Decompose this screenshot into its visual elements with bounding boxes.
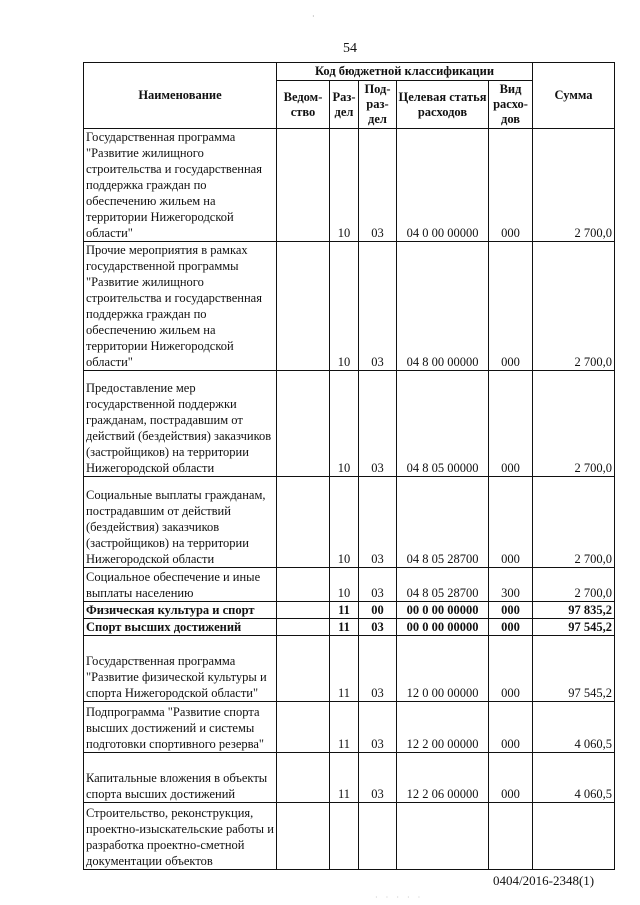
row-sum: 97 545,2 (533, 619, 615, 636)
table-row (84, 803, 615, 870)
row-subsection: 00 (359, 602, 397, 619)
row-subsection: 03 (359, 568, 397, 602)
row-expense-type: 000 (489, 371, 533, 477)
header-name: Наименование (84, 63, 277, 129)
row-department (277, 371, 330, 477)
row-name: Социальные выплаты гражданам, пострадавшим от действий (бездействия) заказчиков (застройщиков) на территории Нижегородской области (84, 477, 277, 568)
header-expense-type: Вид расхо-дов (489, 81, 533, 129)
row-expense-type: 000 (489, 602, 533, 619)
row-subsection: 03 (359, 753, 397, 803)
row-subsection: 03 (359, 619, 397, 636)
row-section: 10 (330, 129, 359, 242)
row-name: Спорт высших достижений (84, 619, 277, 636)
row-sum: 4 060,5 (533, 753, 615, 803)
table-row (84, 568, 615, 602)
row-name: Строительство, реконструкция, проектно-изыскательские работы и разработка проектно-сметной документации объектов (84, 803, 277, 870)
row-section: 11 (330, 702, 359, 753)
row-subsection: 03 (359, 242, 397, 371)
table-row (84, 636, 615, 702)
row-subsection: 03 (359, 477, 397, 568)
row-sum (533, 803, 615, 870)
row-name: Прочие мероприятия в рамках государственной программы "Развитие жилищного строительства и государственная поддержка граждан по обеспечению жильем на территории Нижегородской области" (84, 242, 277, 371)
row-section (330, 803, 359, 870)
row-name: Физическая культура и спорт (84, 602, 277, 619)
header-sum: Сумма (533, 63, 615, 129)
row-expense-type: 000 (489, 129, 533, 242)
header-subsection: Под-раз-дел (359, 81, 397, 129)
row-department (277, 753, 330, 803)
row-expense-type: 000 (489, 702, 533, 753)
row-expense-type: 000 (489, 242, 533, 371)
row-sum: 2 700,0 (533, 129, 615, 242)
row-target-item: 04 0 00 00000 (397, 129, 489, 242)
row-section: 11 (330, 636, 359, 702)
row-sum: 2 700,0 (533, 371, 615, 477)
row-subsection: 03 (359, 129, 397, 242)
header-target-item: Целевая статья расходов (397, 81, 489, 129)
row-section: 10 (330, 477, 359, 568)
row-sum: 2 700,0 (533, 477, 615, 568)
row-department (277, 619, 330, 636)
header-section: Раз-дел (330, 81, 359, 129)
header-classification-code: Код бюджетной классификации (277, 63, 533, 81)
row-target-item: 04 8 05 28700 (397, 477, 489, 568)
row-target-item (397, 803, 489, 870)
row-name: Подпрограмма "Развитие спорта высших достижений и системы подготовки спортивного резерва" (84, 702, 277, 753)
row-section: 11 (330, 619, 359, 636)
row-department (277, 477, 330, 568)
table-row (84, 702, 615, 753)
table-row (84, 602, 615, 619)
row-target-item: 04 8 05 28700 (397, 568, 489, 602)
row-sum: 97 835,2 (533, 602, 615, 619)
row-expense-type: 000 (489, 477, 533, 568)
row-expense-type: 000 (489, 636, 533, 702)
row-section: 10 (330, 371, 359, 477)
row-target-item: 04 8 00 00000 (397, 242, 489, 371)
row-section: 10 (330, 568, 359, 602)
page-number: 54 (343, 41, 357, 56)
table-row (84, 619, 615, 636)
row-department (277, 129, 330, 242)
row-name: Предоставление мер государственной поддержки гражданам, пострадавшим от действий (бездействия) заказчиков (застройщиков) на территории Нижегородской области (84, 371, 277, 477)
row-department (277, 803, 330, 870)
table-row (84, 477, 615, 568)
row-sum: 2 700,0 (533, 242, 615, 371)
row-name: Государственная программа "Развитие физической культуры и спорта Нижегородской области" (84, 636, 277, 702)
row-target-item: 12 0 00 00000 (397, 636, 489, 702)
row-department (277, 602, 330, 619)
row-sum: 97 545,2 (533, 636, 615, 702)
table-row (84, 129, 615, 242)
row-department (277, 568, 330, 602)
row-target-item: 00 0 00 00000 (397, 602, 489, 619)
row-name: Государственная программа "Развитие жилищного строительства и государственная поддержка граждан по обеспечению жильем на территории Нижегородской области" (84, 129, 277, 242)
row-subsection: 03 (359, 702, 397, 753)
row-section: 10 (330, 242, 359, 371)
row-department (277, 702, 330, 753)
scan-artifact: · · · · · (375, 893, 424, 902)
row-expense-type (489, 803, 533, 870)
row-section: 11 (330, 602, 359, 619)
row-department (277, 242, 330, 371)
row-department (277, 636, 330, 702)
row-sum: 2 700,0 (533, 568, 615, 602)
row-subsection (359, 803, 397, 870)
row-expense-type: 300 (489, 568, 533, 602)
document-code: 0404/2016-2348(1) (493, 873, 595, 888)
row-target-item: 00 0 00 00000 (397, 619, 489, 636)
row-target-item: 04 8 05 00000 (397, 371, 489, 477)
table-row (84, 242, 615, 371)
row-sum: 4 060,5 (533, 702, 615, 753)
table-row (84, 753, 615, 803)
row-name: Социальное обеспечение и иные выплаты населению (84, 568, 277, 602)
header-department: Ведом-ство (277, 81, 330, 129)
row-subsection: 03 (359, 371, 397, 477)
row-target-item: 12 2 00 00000 (397, 702, 489, 753)
row-subsection: 03 (359, 636, 397, 702)
scan-artifact: · (312, 12, 315, 21)
row-section: 11 (330, 753, 359, 803)
row-target-item: 12 2 06 00000 (397, 753, 489, 803)
row-expense-type: 000 (489, 753, 533, 803)
budget-table (83, 62, 615, 870)
row-expense-type: 000 (489, 619, 533, 636)
row-name: Капитальные вложения в объекты спорта высших достижений (84, 753, 277, 803)
table-row (84, 371, 615, 477)
